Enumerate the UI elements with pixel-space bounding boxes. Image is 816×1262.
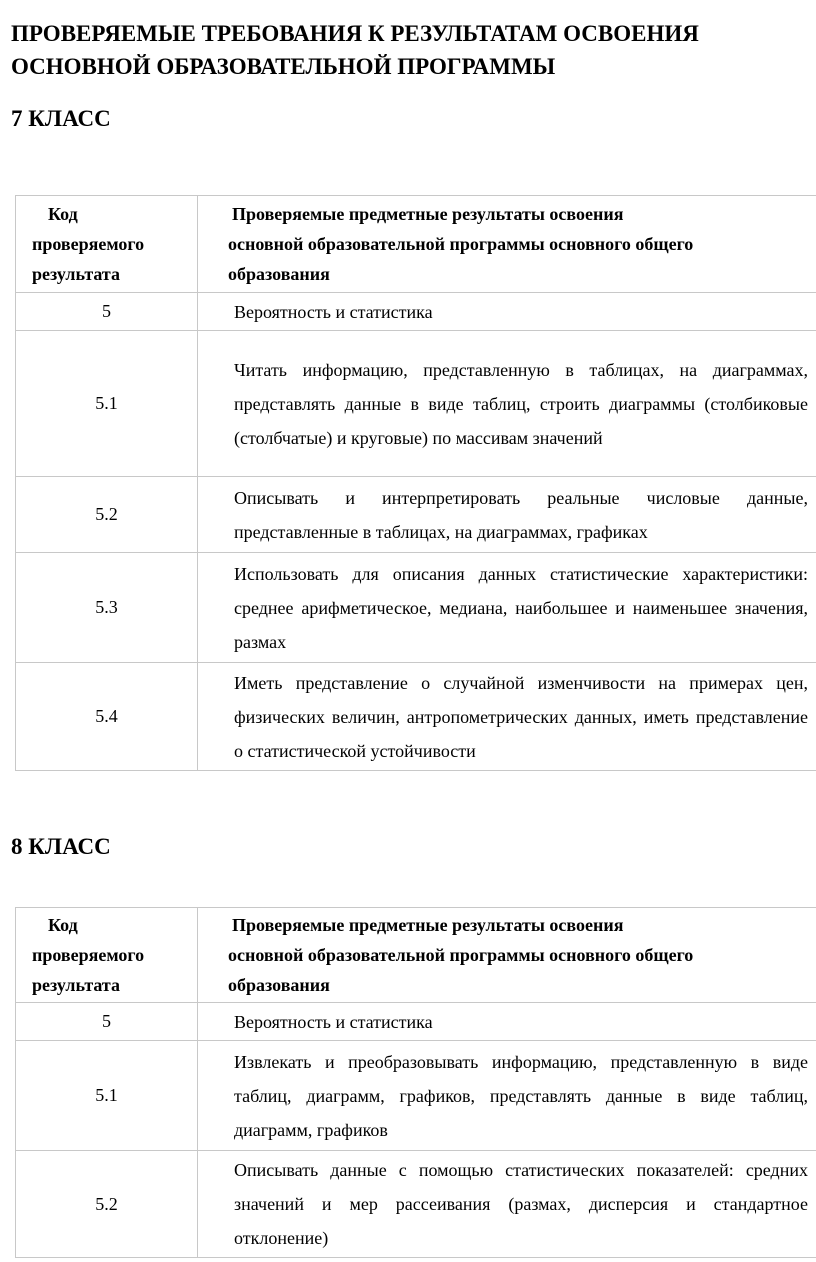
row-description: Описывать данные с помощью статистических показателей: средних значений и мер рассеивания (размах, дисперсия и стандартное отклонение) [198,1151,816,1258]
row-code: 5.4 [16,663,198,771]
description-column-header [198,908,816,1003]
code-header-line-2: проверяемого [32,234,145,254]
desc-header-line-1: Проверяемые предметные результаты освоения [232,204,624,224]
table-row [16,331,816,477]
grade-8-heading: 8 КЛАСС [11,834,111,859]
row-description: Иметь представление о случайной изменчивости на примерах цен, физических величин, антропометрических данных, иметь представление о статистической устойчивости [198,663,816,771]
row-description: Вероятность и статистика [198,293,816,331]
code-header-line-2: проверяемого [32,945,145,965]
table-header-row [16,196,816,293]
row-code: 5.3 [16,553,198,663]
row-description: Извлекать и преобразовывать информацию, представленную в виде таблиц, диаграмм, графиков, представлять данные в виде таблиц, диаграмм, графиков [198,1041,816,1151]
code-header-line-3: результата [32,264,120,284]
table-row [16,1003,816,1041]
table-row [16,663,816,771]
description-column-header [198,196,816,293]
row-code: 5.1 [16,331,198,477]
desc-header-line-1: Проверяемые предметные результаты освоения [232,915,624,935]
code-column-header [16,196,198,293]
desc-header-line-3: образования [228,975,330,995]
row-description: Описывать и интерпретировать реальные числовые данные, представленные в таблицах, на диаграммах, графиках [198,477,816,553]
row-description: Использовать для описания данных статистические характеристики: среднее арифметическое, медиана, наибольшее и наименьшее значения, размах [198,553,816,663]
table-row [16,553,816,663]
row-description: Вероятность и статистика [198,1003,816,1041]
page-title-line-2: ОСНОВНОЙ ОБРАЗОВАТЕЛЬНОЙ ПРОГРАММЫ [11,54,556,79]
table-row [16,477,816,553]
row-code: 5.2 [16,1151,198,1258]
grade-7-table [15,195,816,771]
table-row [16,293,816,331]
grade-7-heading: 7 КЛАСС [11,106,111,131]
code-header-line-3: результата [32,975,120,995]
desc-header-line-3: образования [228,264,330,284]
row-code: 5 [16,1003,198,1041]
page-title-line-1: ПРОВЕРЯЕМЫЕ ТРЕБОВАНИЯ К РЕЗУЛЬТАТАМ ОСВОЕНИЯ [11,21,699,46]
row-description: Читать информацию, представленную в таблицах, на диаграммах, представлять данные в виде таблиц, строить диаграммы (столбиковые (столбчатые) и круговые) по массивам значений [198,331,816,477]
row-code: 5 [16,293,198,331]
code-column-header [16,908,198,1003]
code-header-line-1: Код [48,204,78,224]
grade-8-table [15,907,816,1258]
code-header-line-1: Код [48,915,78,935]
row-code: 5.1 [16,1041,198,1151]
page-title [11,17,811,83]
desc-header-line-2: основной образовательной программы основного общего [228,234,694,254]
row-code: 5.2 [16,477,198,553]
table-header-row [16,908,816,1003]
table-row [16,1041,816,1151]
table-row [16,1151,816,1258]
desc-header-line-2: основной образовательной программы основного общего [228,945,694,965]
